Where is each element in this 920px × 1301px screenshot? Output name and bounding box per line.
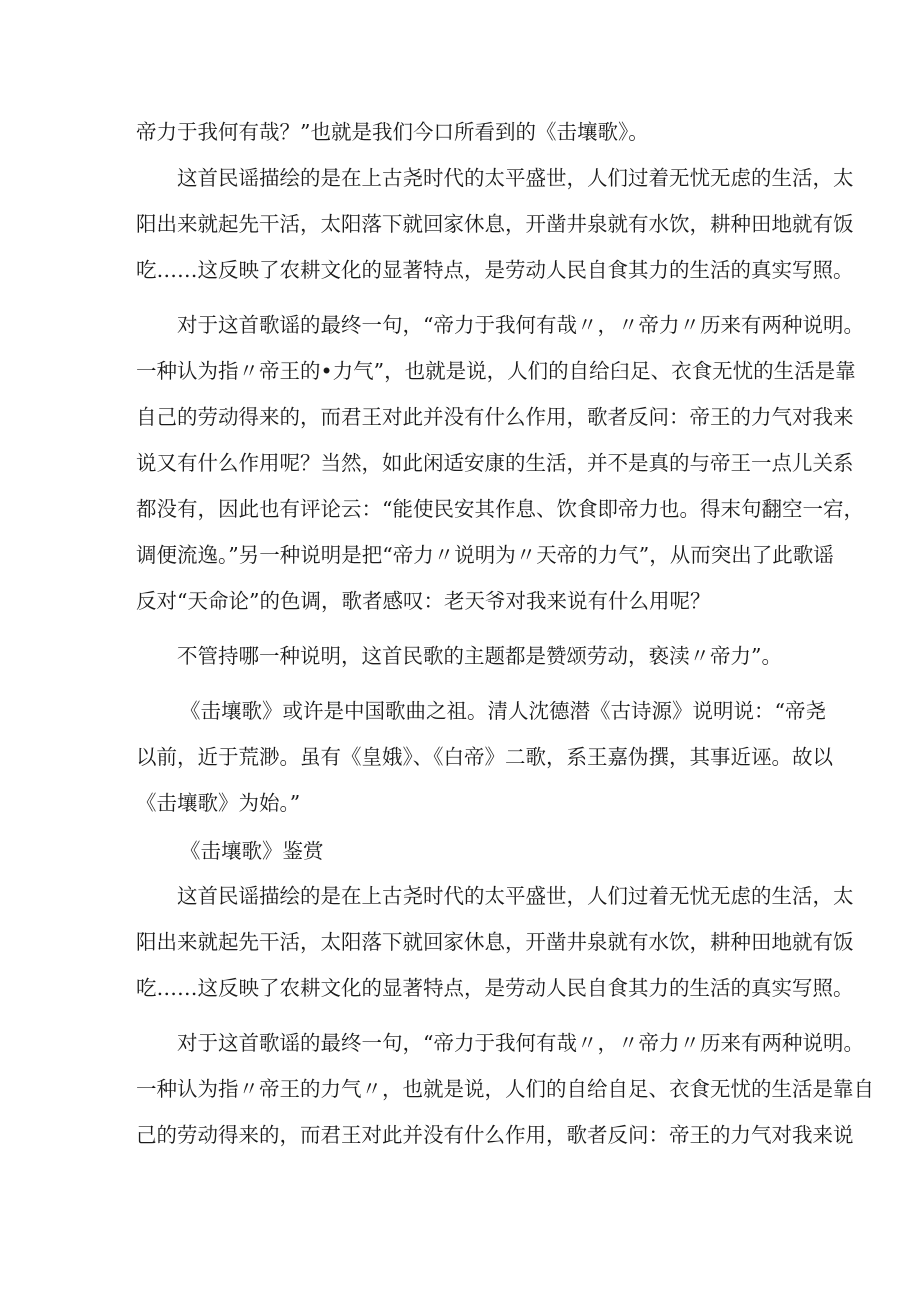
text-line: 一种认为指〃帝王的力气〃，也就是说，人们的自给自足、衣食无忧的生活是靠自 xyxy=(136,1077,874,1101)
text-line: 调便流逸。”另一种说明是把“帝力〃说明为〃天帝的力气”，从而突出了此歌谣 xyxy=(136,543,834,567)
text-line: 阳出来就起先干活，太阳落下就回家休息，开凿井泉就有水饮，耕种田地就有饭 xyxy=(136,930,854,954)
section-heading: 《击壤歌》鉴赏 xyxy=(180,839,324,863)
text-line: 反对“天命论”的色调，歌者感叹：老天爷对我来说有什么用呢？ xyxy=(136,589,711,613)
text-line: 说又有什么作用呢？当然，如此闲适安康的生活，并不是真的与帝王一点儿关系 xyxy=(136,451,854,475)
paragraph-line: 对于这首歌谣的最终一句，“帝力于我何有哉〃，〃帝力〃历来有两种说明。 xyxy=(177,313,864,337)
text-line: 吃……这反映了农耕文化的显著特点，是劳动人民自食其力的生活的真实写照。 xyxy=(136,258,854,282)
paragraph-line: 对于这首歌谣的最终一句，“帝力于我何有哉〃，〃帝力〃历来有两种说明。 xyxy=(177,1031,864,1055)
paragraph-line: 《击壤歌》或许是中国歌曲之祖。清人沈德潜《古诗源》说明说：“帝尧 xyxy=(180,699,826,723)
text-line: 《击壤歌》为始。” xyxy=(136,791,301,815)
text-line: 自己的劳动得来的，而君王对此并没有什么作用，歌者反问：帝王的力气对我来 xyxy=(136,405,854,429)
paragraph-line: 这首民谣描绘的是在上古尧时代的太平盛世，人们过着无忧无虑的生活，太 xyxy=(177,884,854,908)
text-line: 吃……这反映了农耕文化的显著特点，是劳动人民自食其力的生活的真实写照。 xyxy=(136,976,854,1000)
text-line: 都没有，因此也有评论云：“能使民安其作息、饮食即帝力也。得末句翻空一宕， xyxy=(136,497,864,521)
text-line: 一种认为指〃帝王的•力气”，也就是说，人们的自给臼足、衣食无忧的生活是靠 xyxy=(136,359,856,383)
paragraph-line: 这首民谣描绘的是在上古尧时代的太平盛世，人们过着无忧无虑的生活，太 xyxy=(177,166,854,190)
text-line: 以前，近于荒渺。虽有《皇娥》、《白帝》二歌，系王嘉伪撰，其事近诬。故以 xyxy=(136,745,833,769)
text-line: 帝力于我何有哉？”也就是我们今口所看到的《击壤歌》。 xyxy=(136,120,649,144)
text-line: 阳出来就起先干活，太阳落下就回家休息，开凿井泉就有水饮，耕种田地就有饭 xyxy=(136,212,854,236)
text-line: 己的劳动得来的，而君王对此并没有什么作用，歌者反问：帝王的力气对我来说 xyxy=(136,1123,854,1147)
paragraph-line: 不管持哪一种说明，这首民歌的主题都是赞颂劳动，亵渎〃帝力”。 xyxy=(177,644,782,668)
